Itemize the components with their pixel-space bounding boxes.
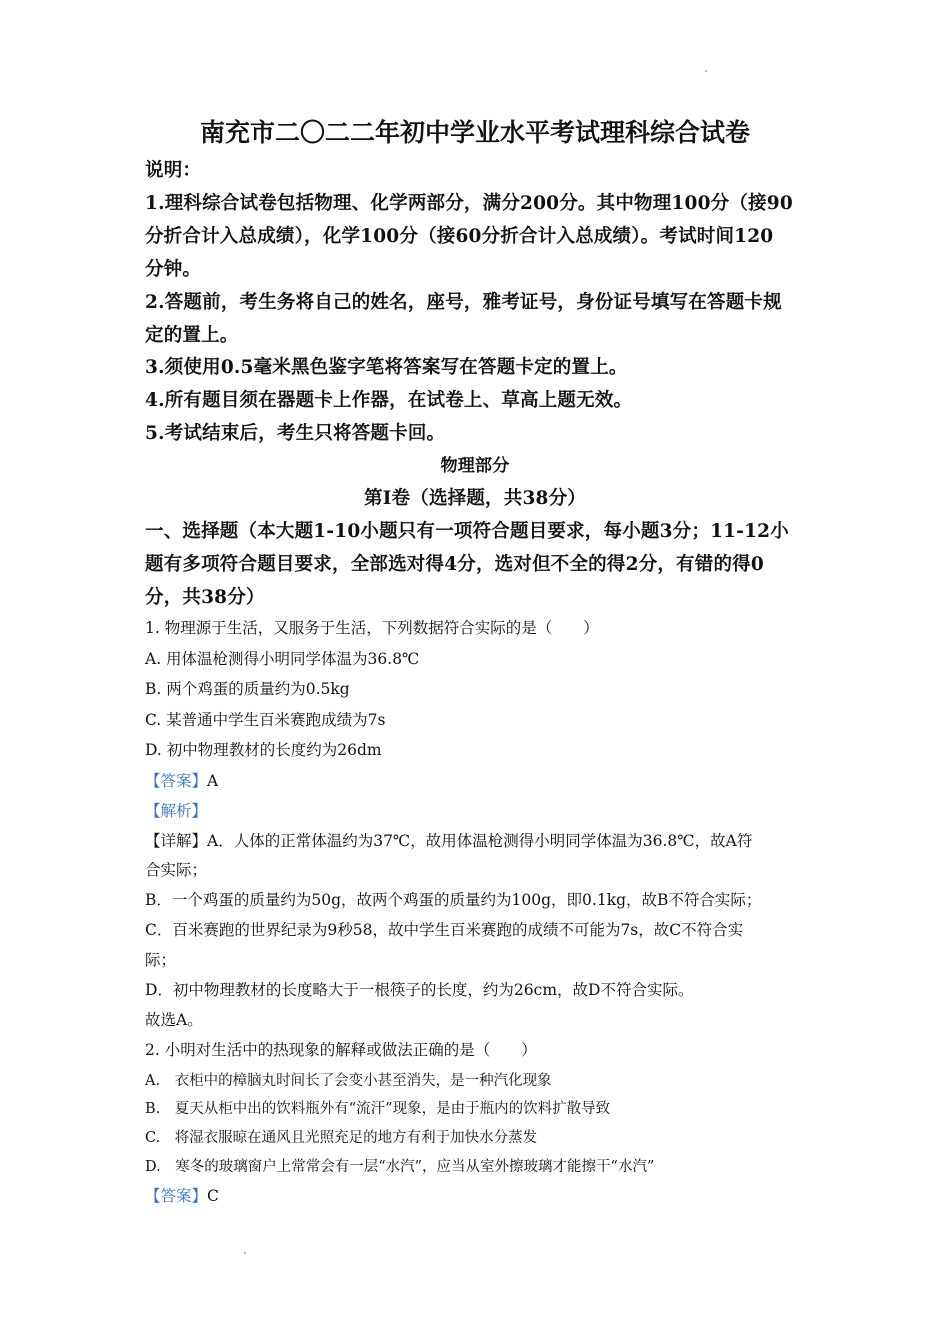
answer-value: A: [207, 772, 219, 790]
instruction-line: 分折合计入总成绩），化学100分（接60分折合计入总成绩）。考试时间120: [145, 226, 774, 247]
section-heading: 一、选择题（本大题1-10小题只有一项符合题目要求，每小题3分；11-12小: [145, 521, 789, 542]
question-1-option-c: C. 某普通中学生百米赛跑成绩为7s: [145, 711, 386, 729]
analysis-label: 【解析】: [145, 802, 208, 820]
instruction-line: 5.考试结束后，考生只将答题卡回。: [145, 423, 446, 444]
section-heading: 题有多项符合题目要求，全部选对得4分，选对但不全的得2分，有错的得0: [145, 554, 764, 575]
detail-line: 合实际；: [145, 861, 208, 879]
question-2-option-d: D. 寒冬的玻璃窗户上常常会有一层“水汽”，应当从室外擦玻璃才能擦干“水汽”: [145, 1159, 655, 1175]
section-heading: 分，共38分）: [145, 587, 265, 608]
detail-text: A．人体的正常体温约为37℃，故用体温枪测得小明同学体温为36.8℃，故A符: [207, 832, 753, 850]
question-2-stem: 2. 小明对生活中的热现象的解释或做法正确的是（ ）: [145, 1041, 537, 1059]
instruction-line: 4.所有题目须在器题卡上作器，在试卷上、草高上题无效。: [145, 390, 633, 411]
question-1-option-b: B. 两个鸡蛋的质量约为0.5kg: [145, 680, 350, 698]
instruction-line: 定的置上。: [145, 325, 239, 346]
speck: [244, 1252, 246, 1254]
question-1-stem: 1. 物理源于生活，又服务于生活，下列数据符合实际的是（ ）: [145, 619, 599, 637]
detail-line: 际；: [145, 951, 177, 969]
instruction-line: 分钟。: [145, 259, 202, 280]
answer-label: 【答案】: [145, 772, 208, 790]
instruction-line: 2.答题前，考生务将自己的姓名，座号，雅考证号，身份证号填写在答题卡规: [145, 292, 782, 313]
question-1-answer: [145, 774, 810, 790]
speck: [705, 70, 707, 72]
volume-title: 第I卷（选择题，共38分）: [364, 488, 586, 509]
detail-line: [145, 834, 810, 850]
instruction-line: 1.理科综合试卷包括物理、化学两部分，满分200分。其中物理100分（接90: [145, 193, 793, 214]
detail-line: C．百米赛跑的世界纪录为9秒58，故中学生百米赛跑的成绩不可能为7s，故C不符合实: [145, 921, 744, 939]
question-2-option-b: B. 夏天从柜中出的饮料瓶外有“流汗”现象，是由于瓶内的饮料扩散导致: [145, 1101, 611, 1117]
part-title: 物理部分: [440, 456, 510, 476]
detail-line: 故选A。: [145, 1011, 203, 1029]
detail-line: D．初中物理教材的长度略大于一根筷子的长度，约为26cm，故D不符合实际。: [145, 981, 694, 999]
question-2-option-c: C. 将湿衣服晾在通风且光照充足的地方有利于加快水分蒸发: [145, 1130, 538, 1146]
question-1-option-a: A. 用体温枪测得小明同学体温为36.8℃: [145, 650, 420, 668]
detail-label: 【详解】: [145, 832, 208, 850]
detail-line: B．一个鸡蛋的质量约为50g，故两个鸡蛋的质量约为100g，即0.1kg，故B不符合实际；: [145, 891, 762, 909]
answer-label: 【答案】: [145, 1187, 208, 1205]
question-2-option-a: A. 衣柜中的樟脑丸时间长了会变小甚至消失，是一种汽化现象: [145, 1073, 552, 1089]
answer-value: C: [207, 1187, 219, 1205]
page-title: 南充市二〇二二年初中学业水平考试理科综合试卷: [199, 118, 750, 147]
instruction-line: 3.须使用0.5毫米黑色鉴字笔将答案写在答题卡定的置上。: [145, 357, 628, 378]
instructions-heading: 说明：: [145, 160, 202, 181]
question-2-answer: [145, 1189, 810, 1205]
question-1-option-d: D. 初中物理教材的长度约为26dm: [145, 741, 382, 759]
